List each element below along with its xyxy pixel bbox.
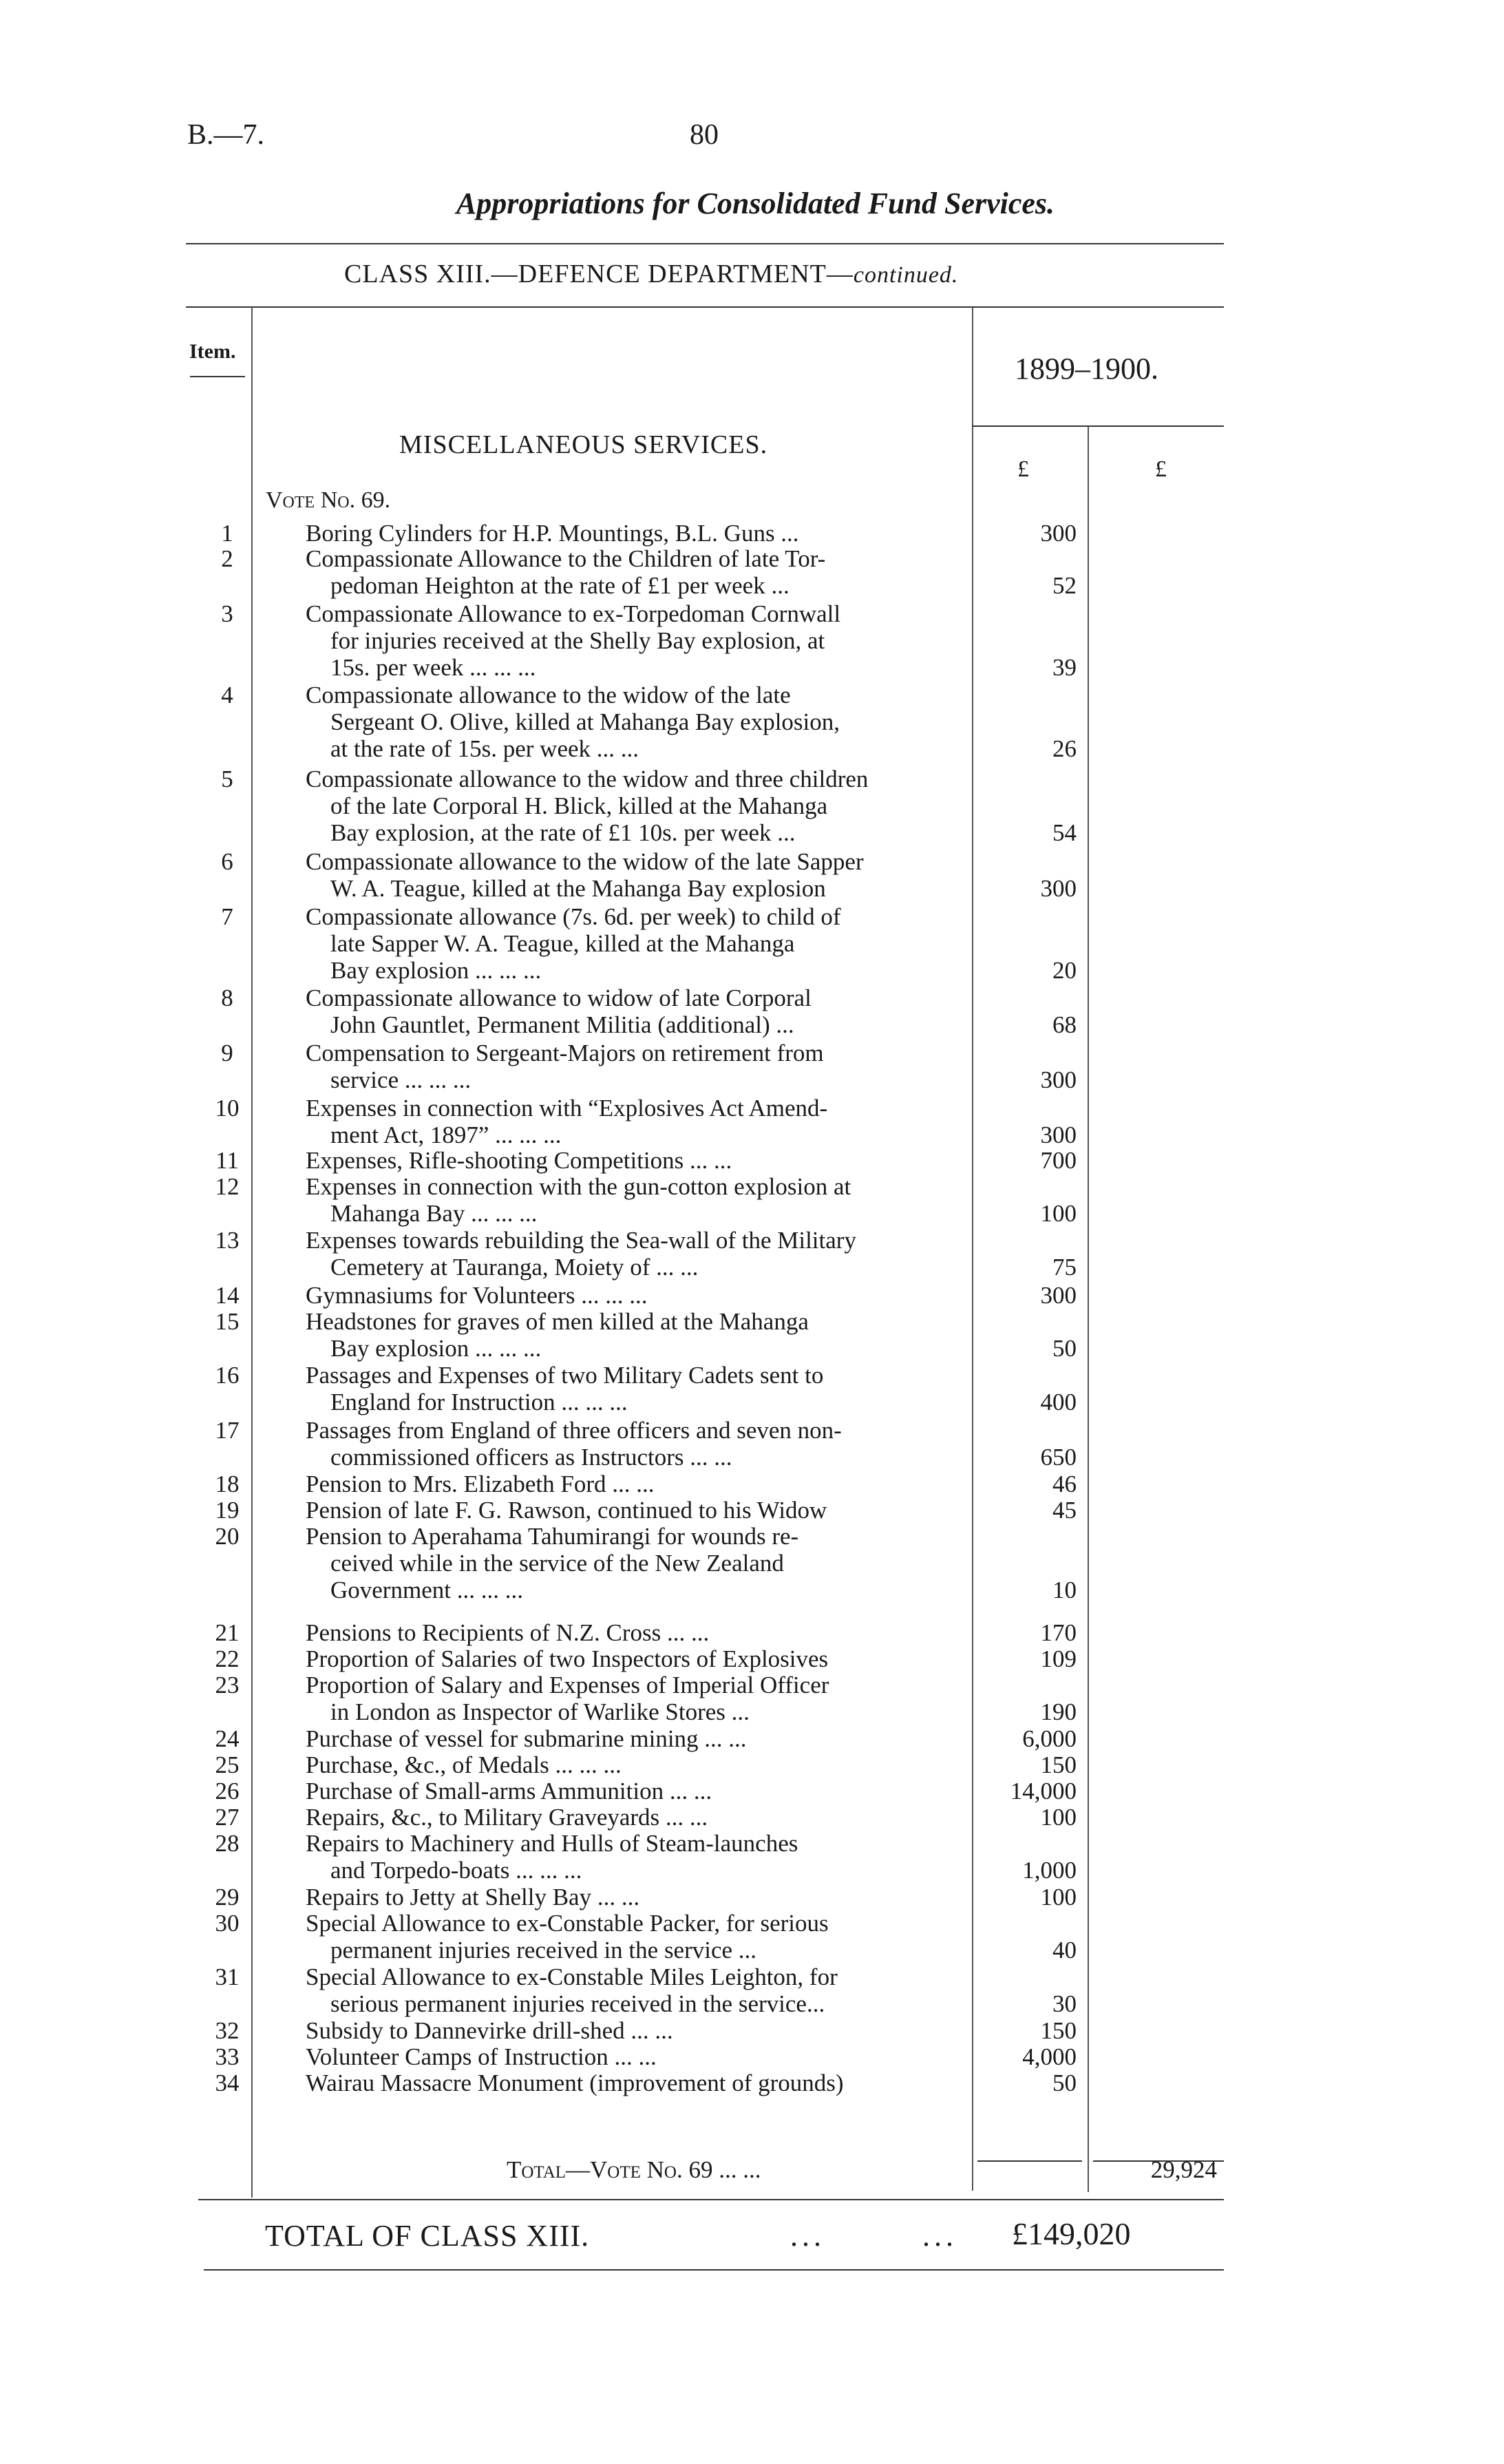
vote-heading: Vote No. 69.	[266, 487, 391, 513]
item-description	[306, 545, 968, 599]
report-reference: B.—7.	[187, 119, 265, 151]
item-description-line: Repairs to Machinery and Hulls of Steam-launches	[306, 1830, 798, 1857]
item-description-line: permanent injuries received in the service ...	[330, 1937, 757, 1963]
item-amount: 4,000	[1022, 2043, 1077, 2070]
item-amount: 100	[1040, 1200, 1077, 1227]
class-total-amount: £149,020	[1012, 2216, 1131, 2251]
item-description-line: and Torpedo-boats ... ... ...	[330, 1857, 582, 1884]
item-number: 9	[221, 1040, 233, 1066]
item-description	[306, 1095, 968, 1148]
item-description	[306, 1173, 968, 1227]
item-amount: 75	[1052, 1254, 1077, 1281]
item-description	[306, 903, 968, 984]
item-number: 28	[215, 1830, 240, 1857]
item-number: 27	[215, 1804, 240, 1831]
item-number: 31	[215, 1963, 240, 1990]
item-description-line: Compassionate allowance to the widow of the late	[306, 682, 791, 708]
item-description	[306, 1830, 968, 1884]
item-description-line: Proportion of Salaries of two Inspectors of Explosives	[306, 1645, 829, 1672]
vote-total-amount: 29,924	[1150, 2156, 1217, 2183]
item-description-line: of the late Corporal H. Blick, killed at the Mahanga	[330, 792, 828, 819]
item-number: 16	[215, 1362, 240, 1389]
item-description	[306, 1910, 968, 1963]
section-heading: MISCELLANEOUS SERVICES.	[399, 430, 768, 459]
item-description	[306, 1645, 968, 1672]
item-amount: 300	[1040, 1066, 1077, 1093]
item-number: 5	[221, 766, 233, 792]
item-description	[306, 600, 968, 681]
item-amount: 52	[1052, 572, 1077, 599]
item-description	[306, 1147, 968, 1174]
item-description-line: 15s. per week ... ... ...	[330, 654, 536, 681]
item-number: 1	[221, 520, 233, 547]
item-description	[306, 1884, 968, 1910]
item-number: 24	[215, 1725, 240, 1752]
item-number: 3	[221, 600, 233, 627]
item-description-line: Bay explosion, at the rate of £1 10s. per week ...	[330, 819, 796, 846]
item-description	[306, 848, 968, 902]
item-description-line: Proportion of Salary and Expenses of Imperial Officer	[306, 1672, 829, 1698]
class-total-label: TOTAL OF CLASS XIII.	[265, 2219, 590, 2253]
item-description-line: Pension of late F. G. Rawson, continued to his Widow	[306, 1497, 827, 1524]
item-number: 30	[215, 1910, 240, 1937]
item-description-line: at the rate of 15s. per week ... ...	[330, 735, 639, 762]
item-description-line: service ... ... ...	[330, 1066, 472, 1093]
item-description	[306, 2043, 968, 2070]
item-amount: 6,000	[1022, 1725, 1077, 1752]
item-amount: 54	[1052, 819, 1077, 846]
item-description-line: Pension to Aperahama Tahumirangi for wounds re-	[306, 1523, 799, 1550]
item-description-line: for injuries received at the Shelly Bay explosion, at	[330, 627, 825, 654]
page-number: 80	[690, 119, 719, 151]
item-number: 17	[215, 1417, 240, 1444]
item-amount: 50	[1052, 1335, 1077, 1362]
item-description-line: ceived while in the service of the New Zealand	[330, 1550, 784, 1577]
item-description	[306, 1963, 968, 2017]
item-description-line: Purchase of vessel for submarine mining ... ...	[306, 1725, 747, 1752]
item-number: 12	[215, 1173, 240, 1200]
item-description-line: Pensions to Recipients of N.Z. Cross ... ...	[306, 1619, 710, 1646]
item-description-line: Expenses in connection with “Explosives Act Amend-	[306, 1095, 828, 1122]
item-amount: 30	[1052, 1990, 1077, 2017]
item-number: 13	[215, 1227, 240, 1254]
item-number: 20	[215, 1523, 240, 1550]
table-top-rule	[186, 306, 1224, 308]
item-description	[306, 682, 968, 762]
currency-symbol-amount: £	[1017, 456, 1029, 482]
item-description-line: Government ... ... ...	[330, 1577, 523, 1603]
item-amount: 100	[1040, 1884, 1077, 1910]
item-number: 11	[215, 1147, 239, 1174]
class-total-dots-2: ...	[922, 2219, 957, 2253]
class-total-top-rule	[198, 2199, 1224, 2200]
item-description	[306, 1040, 968, 1093]
item-description	[306, 2070, 968, 2096]
item-number: 21	[215, 1619, 240, 1646]
item-description-line: Compassionate allowance to the widow of the late Sapper	[306, 848, 864, 875]
financial-year: 1899–1900.	[1015, 352, 1158, 386]
item-description	[306, 1619, 968, 1646]
item-description-line: Compassionate Allowance to the Children of late Tor-	[306, 545, 826, 572]
class-total-bottom-rule	[204, 2269, 1224, 2271]
item-description-line: pedoman Heighton at the rate of £1 per week ...	[330, 572, 790, 599]
item-amount: 650	[1040, 1444, 1077, 1471]
item-amount: 150	[1040, 2017, 1077, 2044]
item-description-line: England for Instruction ... ... ...	[330, 1389, 628, 1415]
item-description-line: Mahanga Bay ... ... ...	[330, 1200, 538, 1227]
item-description	[306, 1804, 968, 1831]
item-amount: 300	[1040, 1122, 1077, 1148]
item-header-underline	[190, 376, 245, 377]
subtotal-column-rule	[1088, 425, 1089, 2192]
item-amount: 20	[1052, 957, 1077, 984]
item-description-line: Cemetery at Tauranga, Moiety of ... ...	[330, 1254, 699, 1281]
item-description-line: Gymnasiums for Volunteers ... ... ...	[306, 1282, 648, 1309]
item-number: 18	[215, 1471, 240, 1497]
item-description-line: Passages and Expenses of two Military Cadets sent to	[306, 1362, 824, 1389]
item-description-line: ment Act, 1897” ... ... ...	[330, 1122, 562, 1148]
item-number: 22	[215, 1645, 240, 1672]
item-number: 34	[215, 2070, 240, 2096]
item-description-line: Repairs, &c., to Military Graveyards ... ...	[306, 1804, 708, 1831]
class-total-dots-1: ...	[790, 2219, 825, 2253]
item-number: 19	[215, 1497, 240, 1524]
item-description	[306, 1227, 968, 1281]
item-description-line: Volunteer Camps of Instruction ... ...	[306, 2043, 657, 2070]
item-description	[306, 1523, 968, 1603]
item-description	[306, 1751, 968, 1778]
item-description-line: Subsidy to Dannevirke drill-shed ... ...	[306, 2017, 673, 2044]
item-amount: 50	[1052, 2070, 1077, 2096]
item-description	[306, 1725, 968, 1752]
item-amount: 300	[1040, 1282, 1077, 1309]
item-description	[306, 766, 968, 846]
item-description-line: commissioned officers as Instructors ... ...	[330, 1444, 732, 1471]
item-number: 7	[221, 903, 233, 930]
item-description-line: Compassionate allowance to the widow and three children	[306, 766, 869, 792]
item-number: 32	[215, 2017, 240, 2044]
item-description-line: Wairau Massacre Monument (improvement of grounds)	[306, 2070, 844, 2096]
item-description-line: Special Allowance to ex-Constable Packer, for serious	[306, 1910, 829, 1937]
item-description-line: Sergeant O. Olive, killed at Mahanga Bay explosion,	[330, 708, 840, 735]
item-description-line: serious permanent injuries received in the service...	[330, 1990, 825, 2017]
item-description-line: Repairs to Jetty at Shelly Bay ... ...	[306, 1884, 640, 1910]
item-description-line: Bay explosion ... ... ...	[330, 1335, 542, 1362]
item-number: 15	[215, 1308, 240, 1335]
item-amount: 100	[1040, 1804, 1077, 1831]
item-amount: 190	[1040, 1698, 1077, 1725]
item-amount: 1,000	[1022, 1857, 1077, 1884]
item-description-line: Pension to Mrs. Elizabeth Ford ... ...	[306, 1471, 655, 1497]
item-number: 14	[215, 1282, 240, 1309]
item-amount: 170	[1040, 1619, 1077, 1646]
item-description	[306, 1417, 968, 1471]
vote-total-label: Total—Vote No. 69 ... ...	[507, 2156, 761, 2183]
item-amount: 40	[1052, 1937, 1077, 1963]
item-number: 33	[215, 2043, 240, 2070]
item-amount: 26	[1052, 735, 1077, 762]
item-amount: 46	[1052, 1471, 1077, 1497]
item-description	[306, 1497, 968, 1524]
item-description-line: W. A. Teague, killed at the Mahanga Bay explosion	[330, 875, 826, 902]
item-amount: 300	[1040, 875, 1077, 902]
item-description-line: Purchase, &c., of Medals ... ... ...	[306, 1751, 622, 1778]
class-title-suffix: continued.	[853, 262, 959, 288]
item-description	[306, 1282, 968, 1309]
item-number: 29	[215, 1884, 240, 1910]
item-description	[306, 1362, 968, 1415]
item-amount: 68	[1052, 1011, 1077, 1038]
item-amount: 10	[1052, 1577, 1077, 1603]
item-description-line: Purchase of Small-arms Ammunition ... ...	[306, 1778, 712, 1804]
item-amount: 39	[1052, 654, 1077, 681]
item-description-line: Boring Cylinders for H.P. Mountings, B.L. Guns ...	[306, 520, 799, 547]
item-description	[306, 1672, 968, 1725]
item-description-line: Compassionate allowance (7s. 6d. per week) to child of	[306, 903, 841, 930]
item-amount: 14,000	[1010, 1778, 1077, 1804]
item-description	[306, 520, 968, 547]
item-amount: 400	[1040, 1389, 1077, 1415]
item-description-line: Expenses towards rebuilding the Sea-wall of the Military	[306, 1227, 856, 1254]
item-description-line: Headstones for graves of men killed at the Mahanga	[306, 1308, 809, 1335]
item-number: 26	[215, 1778, 240, 1804]
item-description-line: Compassionate allowance to widow of late Corporal	[306, 984, 812, 1011]
item-number: 8	[221, 984, 233, 1011]
total-rule-left	[977, 2160, 1082, 2162]
item-description-line: Expenses in connection with the gun-cotton explosion at	[306, 1173, 851, 1200]
item-description-line: Compensation to Sergeant-Majors on retirement from	[306, 1040, 824, 1066]
item-column-header: Item.	[189, 340, 236, 363]
document-title: Appropriations for Consolidated Fund Services.	[456, 187, 1055, 220]
item-amount: 700	[1040, 1147, 1077, 1174]
item-amount: 150	[1040, 1751, 1077, 1778]
item-description-line: late Sapper W. A. Teague, killed at the Mahanga	[330, 930, 795, 957]
item-amount: 109	[1040, 1645, 1077, 1672]
item-description-line: in London as Inspector of Warlike Stores ...	[330, 1698, 750, 1725]
class-title-main: CLASS XIII.—DEFENCE DEPARTMENT—	[344, 260, 854, 288]
item-description	[306, 984, 968, 1038]
year-rule	[972, 425, 1224, 427]
class-title	[344, 259, 958, 289]
item-number: 4	[221, 682, 233, 708]
currency-symbol-total: £	[1155, 456, 1167, 482]
item-amount: 45	[1052, 1497, 1077, 1524]
item-number: 6	[221, 848, 233, 875]
item-number: 25	[215, 1751, 240, 1778]
title-rule	[186, 243, 1224, 244]
item-description	[306, 1308, 968, 1362]
item-description	[306, 2017, 968, 2044]
item-description-line: John Gauntlet, Permanent Militia (additional) ...	[330, 1011, 794, 1038]
item-amount: 300	[1040, 520, 1077, 547]
item-description-line: Passages from England of three officers and seven non-	[306, 1417, 842, 1444]
item-description-line: Special Allowance to ex-Constable Miles Leighton, for	[306, 1963, 838, 1990]
item-description-line: Compassionate Allowance to ex-Torpedoman Cornwall	[306, 600, 841, 627]
item-description-line: Expenses, Rifle-shooting Competitions ... ...	[306, 1147, 732, 1174]
item-number: 10	[215, 1095, 240, 1122]
item-number: 23	[215, 1672, 240, 1698]
item-description-line: Bay explosion ... ... ...	[330, 957, 542, 984]
item-number: 2	[221, 545, 233, 572]
item-description	[306, 1778, 968, 1804]
item-description	[306, 1471, 968, 1497]
